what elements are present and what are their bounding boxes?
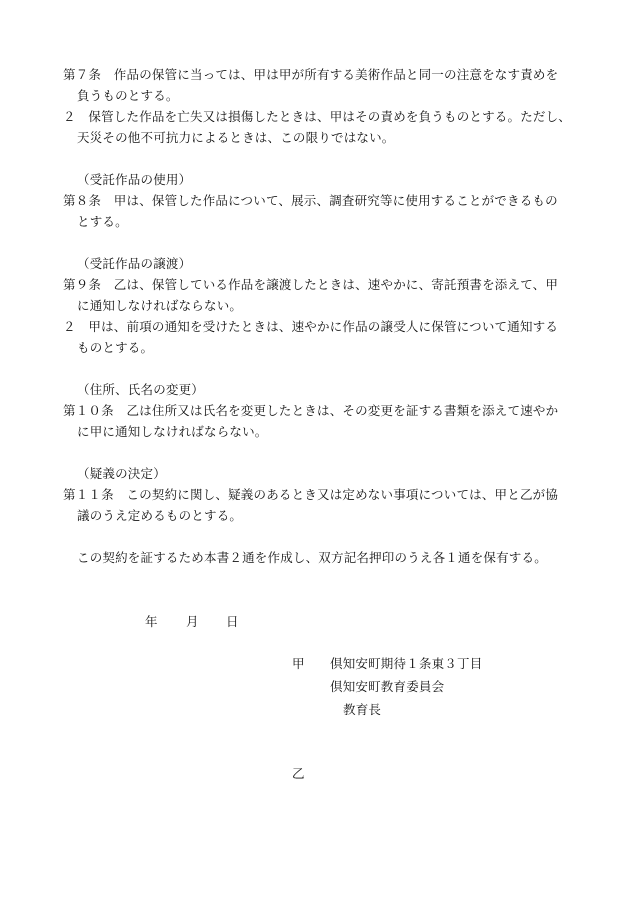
party-b-label: 乙 xyxy=(292,766,305,781)
closing-statement: この契約を証するため本書２通を作成し、双方記名押印のうえ各１通を保有する。 xyxy=(77,550,547,565)
party-a-label: 甲 xyxy=(292,656,305,671)
article9-para2-line1: ２ 甲は、前項の通知を受けたときは、速やかに作品の譲受人に保管について通知する xyxy=(63,319,559,334)
article7-line1: 第７条 作品の保管に当っては、甲は甲が所有する美術作品と同一の注意をなす責めを xyxy=(63,67,559,82)
article9-line2: に通知しなければならない。 xyxy=(77,298,243,313)
article7-line2: 負うものとする。 xyxy=(77,88,179,103)
article11-heading: （疑義の決定） xyxy=(77,466,166,481)
party-a-org: 倶知安町教育委員会 xyxy=(330,679,445,694)
date-day: 日 xyxy=(226,614,239,629)
article8-line1: 第８条 甲は、保管した作品について、展示、調査研究等に使用することができるもの xyxy=(63,193,558,208)
article8-line2: とする。 xyxy=(77,214,128,229)
date-month: 月 xyxy=(186,614,199,629)
article9-line1: 第９条 乙は、保管している作品を譲渡したときは、速やかに、寄託預書を添えて、甲 xyxy=(63,277,559,292)
article9-para2-line2: ものとする。 xyxy=(77,340,154,355)
article10-line2: に甲に通知しなければならない。 xyxy=(77,424,268,439)
article10-line1: 第１０条 乙は住所又は氏名を変更したときは、その変更を証する書類を添えて速やか xyxy=(63,403,559,418)
article7-para2-line1: ２ 保管した作品を亡失又は損傷したときは、甲はその責めを負うものとする。ただし、 xyxy=(63,109,572,124)
article9-heading: （受託作品の譲渡） xyxy=(77,256,192,271)
article8-heading: （受託作品の使用） xyxy=(77,172,192,187)
article7-para2-line2: 天災その他不可抗力によるときは、この限りではない。 xyxy=(77,130,395,145)
party-a-address: 倶知安町期待１条東３丁目 xyxy=(330,656,483,671)
date-year: 年 xyxy=(145,614,158,629)
article11-line1: 第１１条 この契約に関し、疑義のあるとき又は定めない事項については、甲と乙が協 xyxy=(63,487,559,502)
article10-heading: （住所、氏名の変更） xyxy=(77,382,205,397)
article11-line2: 議のうえ定めるものとする。 xyxy=(77,508,243,523)
party-a-title: 教育長 xyxy=(343,702,382,717)
